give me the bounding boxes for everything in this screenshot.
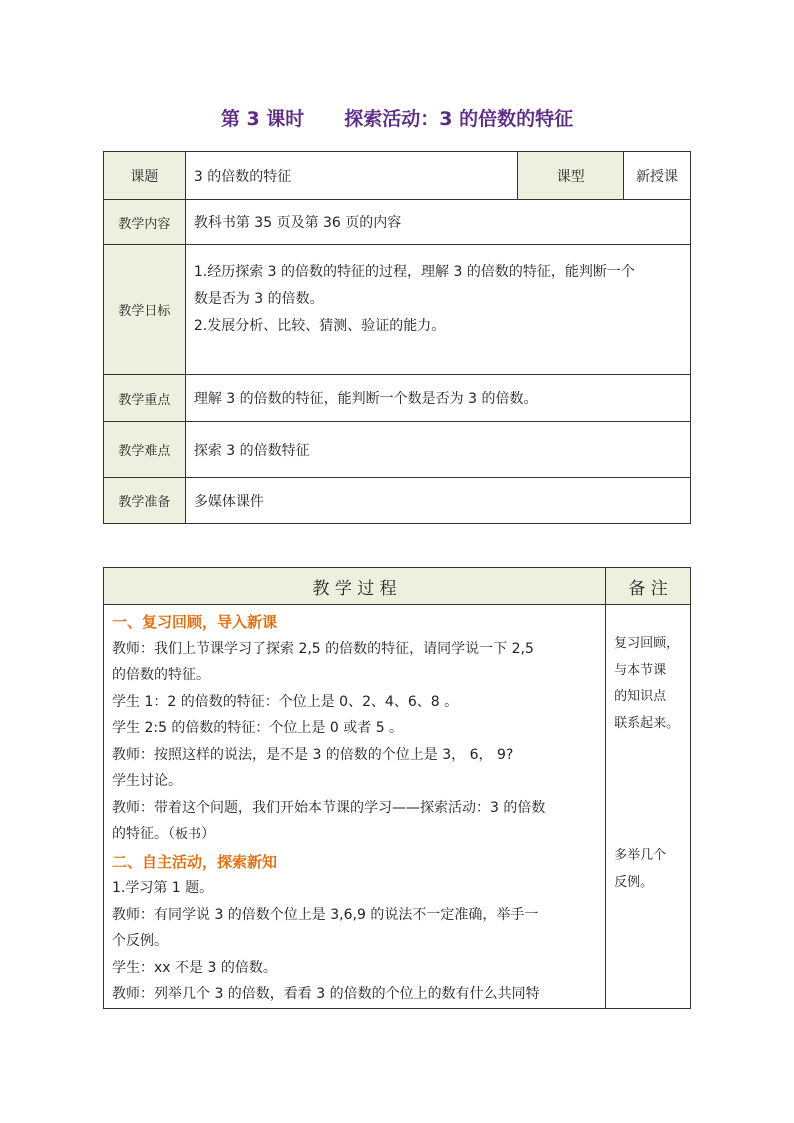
- content-label: 教学内容: [104, 200, 186, 245]
- preparation-value: 多媒体课件: [185, 478, 690, 524]
- key-value: 理解 3 的倍数的特征，能判断一个数是否为 3 的倍数。: [185, 375, 690, 422]
- process-line: 的倍数的特征。: [112, 667, 210, 683]
- process-header: 教 学 过 程: [104, 568, 606, 605]
- goal-line-1a: 1.经历探索 3 的倍数的特征的过程，理解 3 的倍数的特征，能判断一个: [193, 264, 635, 280]
- process-line-text: 的特征。（: [112, 826, 175, 842]
- process-line: 教师：带着这个问题，我们开始本节课的学习——探索活动：3 的倍数: [112, 799, 546, 816]
- process-body: [104, 605, 606, 1009]
- process-line-close: ）: [201, 826, 216, 842]
- goal-value: [185, 245, 690, 375]
- difficulty-label: 教学难点: [104, 422, 186, 478]
- type-value: 新授课: [624, 152, 691, 200]
- row-topic: [104, 152, 691, 200]
- process-line: 教师：有同学说 3 的倍数个位上是 3,6,9 的说法不一定准确，举手一: [112, 906, 539, 923]
- section-heading-review: 一、复习回顾，导入新课: [112, 613, 278, 631]
- note-line: 联系起来。: [614, 715, 680, 731]
- section-heading-explore: 二、自主活动，探索新知: [112, 852, 278, 871]
- board-note: 板书: [175, 827, 202, 842]
- key-label: 教学重点: [104, 375, 186, 422]
- type-label: 课型: [518, 152, 624, 200]
- goal-line-2: 2.发展分析、比较、猜测、验证的能力。: [193, 318, 446, 334]
- preparation-label: 教学准备: [104, 478, 186, 524]
- note-line: 反例。: [614, 874, 654, 890]
- process-line: [112, 821, 597, 849]
- page-title: [0, 104, 794, 131]
- note-line: 复习回顾，: [614, 636, 680, 651]
- topic-value: 3 的倍数的特征: [185, 152, 517, 200]
- row-content: [104, 200, 691, 245]
- lesson-info-table: [103, 151, 691, 524]
- note-line: 多举几个: [614, 848, 667, 863]
- teaching-process-table: [103, 567, 691, 1009]
- row-key: [104, 375, 691, 422]
- difficulty-value: 探索 3 的倍数特征: [185, 422, 690, 478]
- process-line: 教师：列举几个 3 的倍数，看看 3 的倍数的个位上的数有什么共同特: [112, 986, 540, 1002]
- row-goal: [104, 245, 691, 375]
- process-line: 1.学习第 1 题。: [112, 880, 214, 896]
- goal-line-1b: 数是否为 3 的倍数。: [193, 291, 324, 307]
- note-line: 的知识点: [614, 689, 667, 704]
- notes-header: 备 注: [606, 568, 691, 605]
- topic-label: 课题: [104, 152, 186, 200]
- process-line: 教师：按照这样的说法，是不是 3 的倍数的个位上是 3， 6， 9?: [112, 746, 514, 763]
- process-line: 学生讨论。: [112, 773, 182, 789]
- process-line: 个反例。: [112, 933, 168, 949]
- row-preparation: [104, 478, 691, 524]
- title-topic: 探索活动：3 的倍数的特征: [344, 108, 574, 130]
- process-line: 学生 2:5 的倍数的特征：个位上是 0 或者 5 。: [112, 720, 404, 736]
- goal-label: 教学日标: [104, 245, 186, 375]
- title-lesson: 第 3 课时: [220, 108, 305, 130]
- process-line: 教师：我们上节课学习了探索 2,5 的倍数的特征，请同学说一下 2,5: [112, 640, 534, 657]
- process-header-row: [104, 568, 691, 605]
- process-line: 学生：xx 不是 3 的倍数。: [112, 959, 277, 976]
- row-difficulty: [104, 422, 691, 478]
- note-line: 与本节课: [614, 662, 667, 678]
- notes-body: [606, 605, 691, 1009]
- content-value: 教科书第 35 页及第 36 页的内容: [185, 200, 690, 245]
- process-line: 学生 1：2 的倍数的特征：个位上是 0、2、4、6、8 。: [112, 693, 459, 710]
- process-body-row: [104, 605, 691, 1009]
